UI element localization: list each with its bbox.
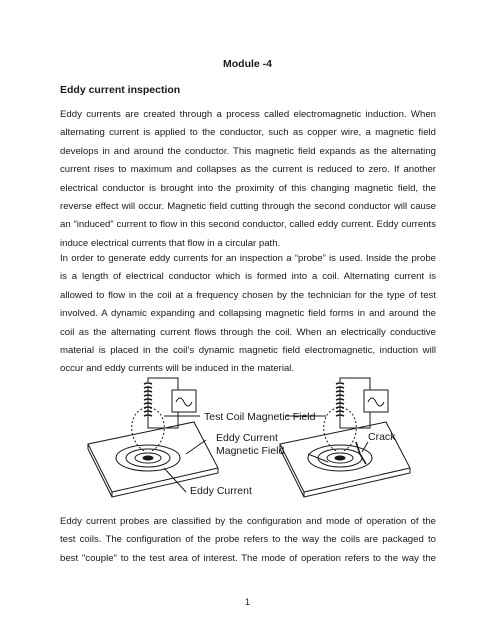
- text-line: is a length of electrical conductor which is formed into a coil. Alternating current is: [60, 271, 436, 283]
- text-line: an “induced” current to flow in this second conductor, called eddy current. Eddy currents: [60, 219, 436, 231]
- text-line: alternating current is applied to the conductor, such as copper wire, a magnetic field: [60, 127, 436, 139]
- text-line: occur and eddy currents will be induced in the material.: [60, 363, 295, 375]
- paragraph-eddy-intro: [60, 106, 436, 253]
- left-coil-icon: [144, 378, 196, 428]
- text-line: best "couple" to the test area of interest. The mode of operation refers to the way the: [60, 552, 436, 564]
- label-eddy-field-line1: Eddy Current: [216, 432, 278, 444]
- text-line: In order to generate eddy currents for an inspection a “probe” is used. Inside the probe: [60, 253, 436, 264]
- right-coil-icon: [336, 378, 388, 428]
- text-line: Eddy current probes are classified by the configuration and mode of operation of the: [60, 516, 436, 527]
- text-line: develops in and around the conductor. This magnetic field expands as the alternating: [60, 145, 436, 157]
- text-line: Eddy currents are created through a process called electromagnetic induction. When: [60, 109, 436, 120]
- text-line: induce electrical currents that flow in a circular path.: [60, 237, 281, 249]
- text-line: material is placed in the coil’s dynamic magnetic field electromagnetic, induction will: [60, 344, 436, 356]
- eddy-current-diagram: [68, 372, 428, 504]
- paragraph-probe: [60, 250, 436, 379]
- text-line: coil as the alternating current flows through the coil. When an electrically conductive: [60, 326, 436, 338]
- label-test-coil-field: Test Coil Magnetic Field: [204, 411, 316, 423]
- text-line: electrical conductor is brought into the proximity of this changing magnetic field, the: [60, 182, 436, 194]
- module-heading: Module -4: [223, 58, 272, 70]
- paragraph-probe-classification: [60, 513, 436, 568]
- text-line: reverse effect will occur. Magnetic field cutting through the second conductor will cause: [60, 200, 436, 212]
- text-line: test coils. The configuration of the probe refers to the way the coils are packaged to: [60, 534, 436, 546]
- text-line: current rises to maximum and collapses as the current is reduced to zero. If another: [60, 164, 436, 176]
- label-eddy-current: Eddy Current: [190, 485, 252, 497]
- page-number: 1: [244, 597, 250, 607]
- label-crack: Crack: [368, 431, 396, 443]
- text-line: allowed to flow in the coil at a frequency chosen by the technician for the type of test: [60, 289, 436, 301]
- label-eddy-field-line2: Magnetic Field: [216, 445, 285, 457]
- text-line: involved. A dynamic expanding and collapsing magnetic field forms in and around the: [60, 308, 436, 320]
- section-title: Eddy current inspection: [60, 84, 181, 96]
